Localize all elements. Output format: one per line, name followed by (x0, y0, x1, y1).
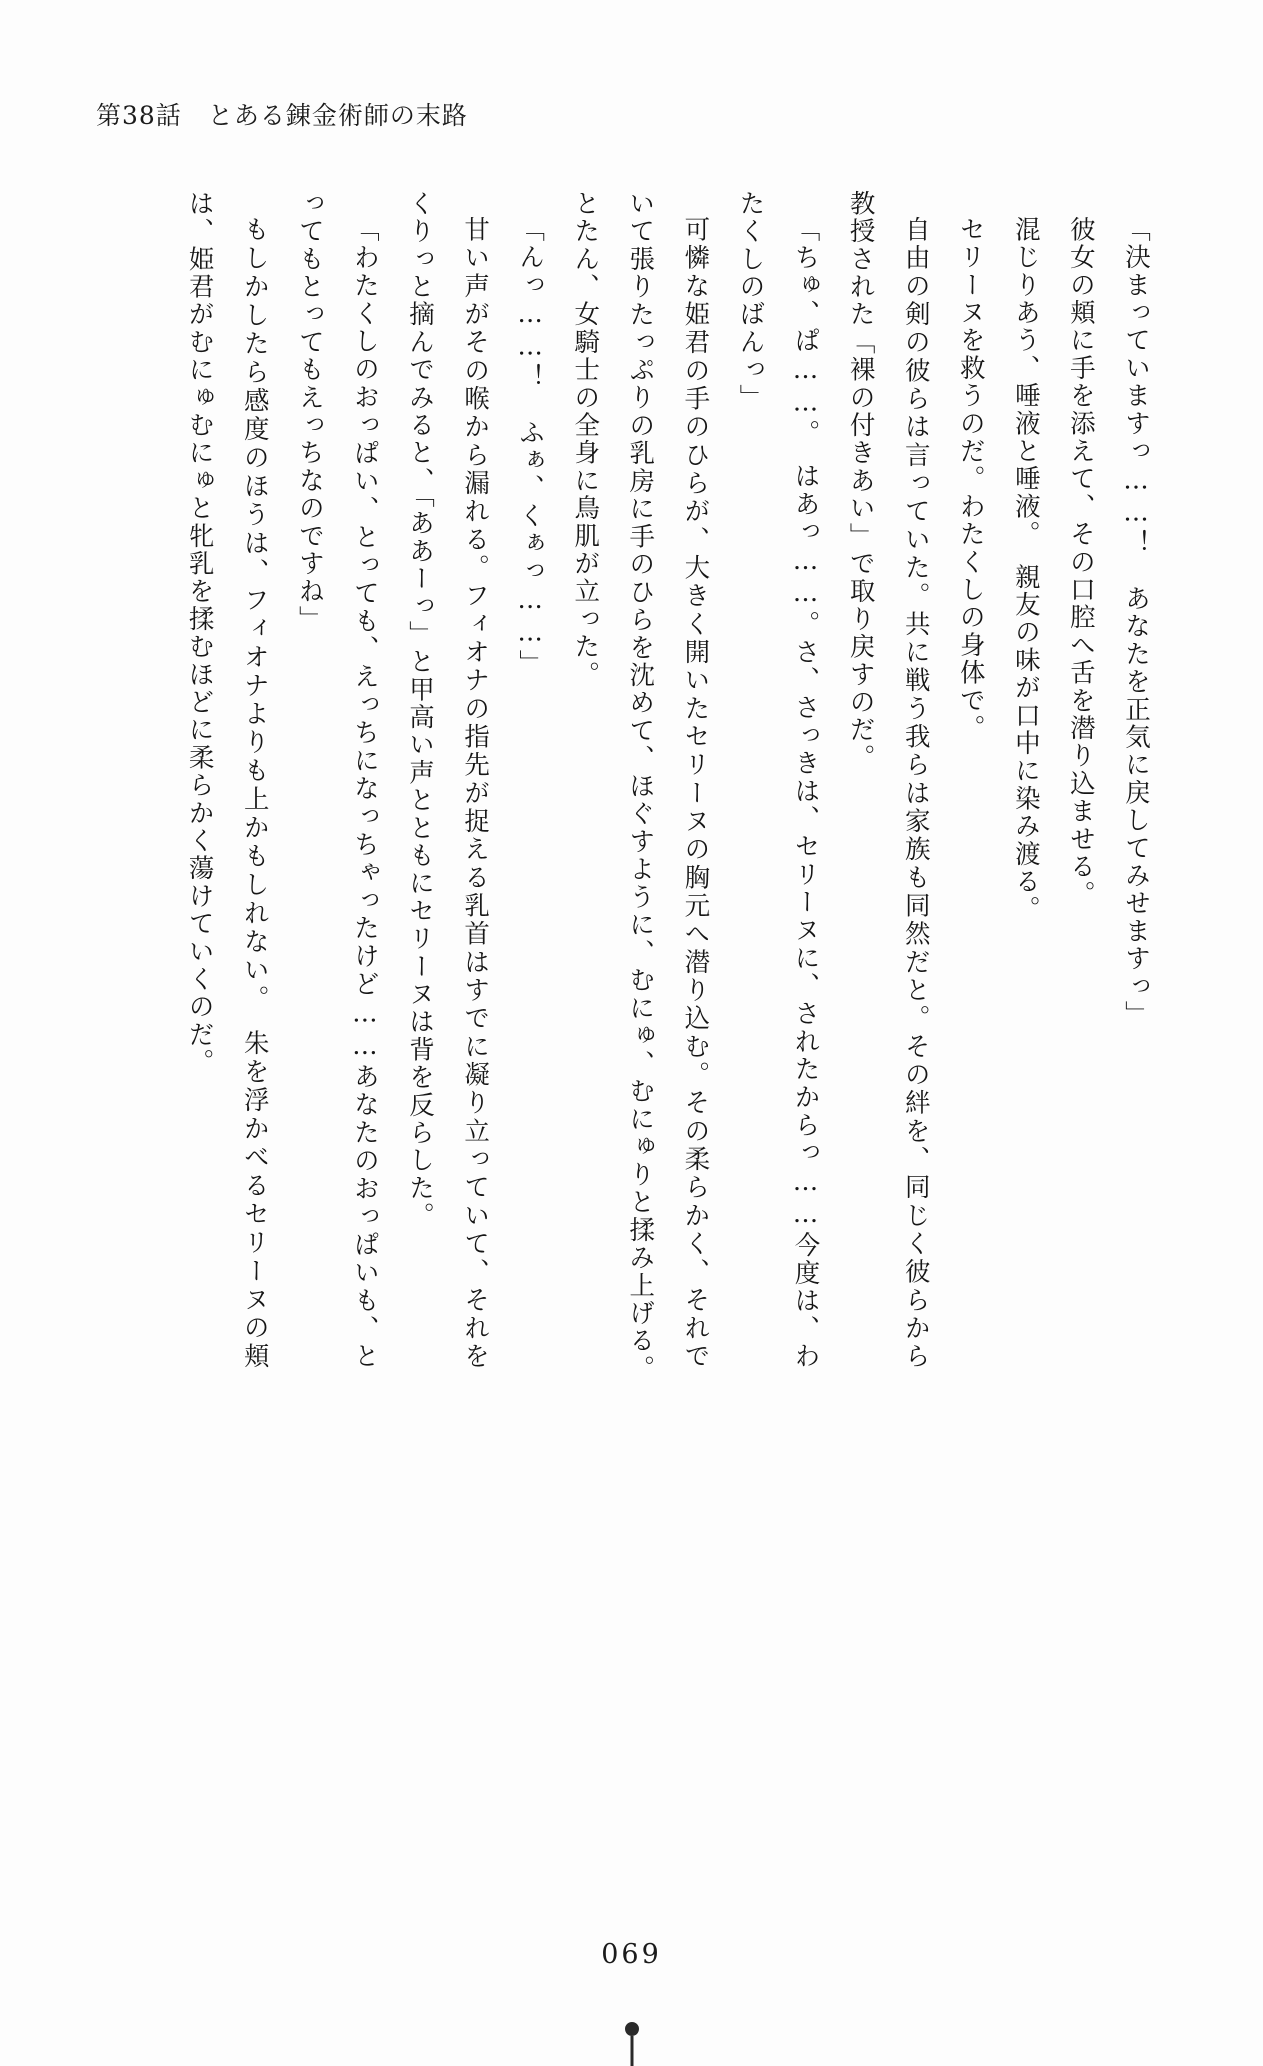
paragraph: 混じりあう、唾液と唾液。 親友の味が口中に染み渡る。 (1010, 215, 1041, 923)
page-number: 069 (601, 1939, 662, 1970)
running-head (96, 96, 468, 132)
paragraph: もしかしたら感度のほうは、フィオナよりも上かもしれない。 朱を浮かべるセリーヌの頬は、姫君がむにゅむにゅと牝乳を揉むほどに柔らかく蕩けていくのだ。 (184, 190, 270, 1370)
paragraph: セリーヌを救うのだ。わたくしの身体で。 (955, 215, 986, 742)
paragraph: 彼女の頬に手を添えて、その口腔へ舌を潜り込ませる。 (1065, 215, 1096, 908)
body-text (103, 190, 1163, 1398)
paragraph: 甘い声がその喉から漏れる。フィオナの指先が捉える乳首はすでに凝り立っていて、それをくりっと摘んでみると、「ああーっ」と甲高い声とともにセリーヌは背を反らした。 (404, 190, 491, 1370)
paragraph: 可憐な姫君の手のひらが、大きく開いたセリーヌの胸元へ潜り込む。その柔らかく、それでいて張りたっぷりの乳房に手のひらを沈めて、ほぐすように、むにゅ、むにゅりと揉み上げる。 とたん、女騎士の全身に鳥肌が立った。 (570, 190, 711, 1398)
spine-line-mark (630, 2036, 633, 2066)
chapter-title: とある錬金術師の末路 (207, 101, 468, 130)
chapter-number: 第38話 (96, 101, 182, 130)
paragraph: 「わたくしのおっぱい、とっても、えっちになっちゃったけど……あなたのおっぱいも、とってもとってもえっちなのですね」 (294, 190, 380, 1370)
paragraph: 自由の剣の彼らは言っていた。共に戦う我らは家族も同然だと。その絆を、同じく彼らから教授された「裸の付きあい」で取り戻すのだ。 (845, 190, 931, 1370)
paragraph: 「んっ……！ ふぁ、くぁっ……」 (515, 215, 546, 677)
paragraph: 「ちゅ、ぱ……。 はあっ……。さ、さっきは、セリーヌに、されたからっ……今度は、わたくしのばんっ」 (735, 190, 821, 1370)
spine-dot-mark (625, 2022, 639, 2036)
paragraph: 「決まっていますっ……！ あなたを正気に戻してみせますっ」 (1121, 215, 1151, 1028)
